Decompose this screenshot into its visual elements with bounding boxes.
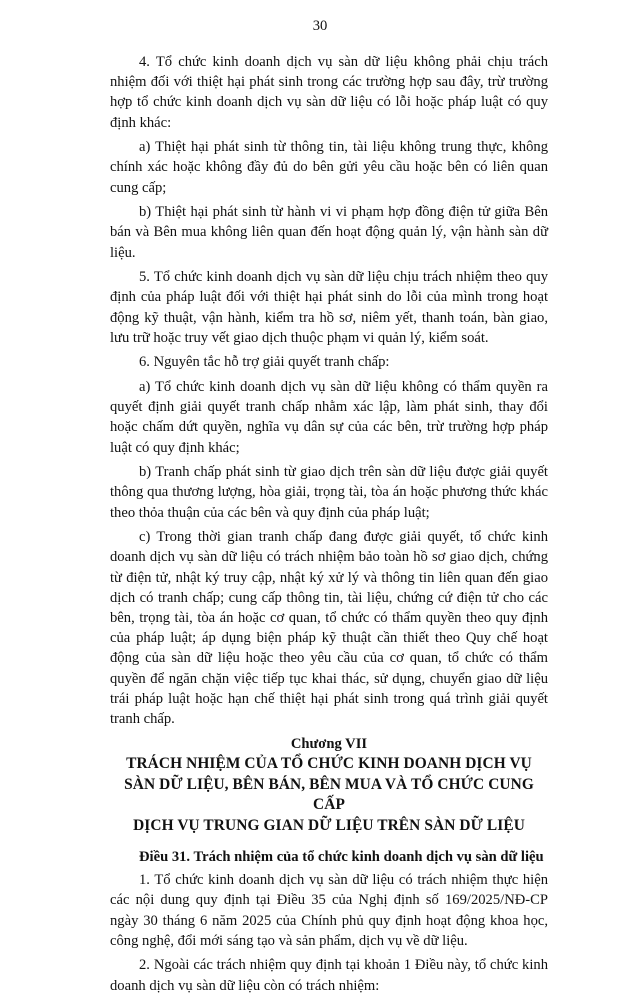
- paragraph-article-clause-2: 2. Ngoài các trách nhiệm quy định tại khoản 1 Điều này, tổ chức kinh doanh dịch vụ sàn dữ liệu còn có trách nhiệm:: [110, 957, 548, 994]
- page-number: 30: [312, 18, 328, 34]
- chapter-title-line: DỊCH VỤ TRUNG GIAN DỮ LIỆU TRÊN SÀN DỮ LIỆU: [133, 817, 525, 835]
- document-body: [110, 52, 548, 1000]
- chapter-number: Chương VII: [290, 735, 368, 752]
- paragraph-clause-4b: b) Thiệt hại phát sinh từ hành vi vi phạm hợp đồng điện tử giữa Bên bán và Bên mua không liên quan đến hoạt động quản lý, vận hành sàn dữ liệu.: [110, 204, 548, 261]
- chapter-title: [110, 754, 548, 837]
- paragraph-clause-6c: c) Trong thời gian tranh chấp đang được giải quyết, tổ chức kinh doanh dịch vụ sàn dữ liệu có trách nhiệm bảo toàn hồ sơ giao dịch, chứng từ điện tử, nhật ký truy cập, nhật ký xử lý và thông tin liên quan đến giao dịch có tranh chấp; cung cấp thông tin, tài liệu, chứng cứ điện tử cho các bên, trọng tài, tòa án hoặc cơ quan, tổ chức có thẩm quyền theo quy định của pháp luật; áp dụng biện pháp kỹ thuật cần thiết theo Quy chế hoạt động của sàn dữ liệu hoặc theo yêu cầu của cơ quan, tổ chức có thẩm quyền để ngăn chặn việc tiếp tục khai thác, sử dụng, chuyển giao dữ liệu trái pháp luật hoặc hạn chế thiệt hại phát sinh trong quá trình giải quyết tranh chấp.: [110, 529, 548, 728]
- paragraph-clause-6: 6. Nguyên tắc hỗ trợ giải quyết tranh chấp:: [139, 354, 390, 371]
- paragraph-clause-4: 4. Tổ chức kinh doanh dịch vụ sàn dữ liệu không phải chịu trách nhiệm đối với thiệt hại phát sinh trong các trường hợp sau đây, trừ trường hợp tổ chức kinh doanh dịch vụ sàn dữ liệu có lỗi hoặc pháp luật có quy định khác:: [110, 54, 548, 131]
- paragraph-clause-6a: a) Tổ chức kinh doanh dịch vụ sàn dữ liệu không có thẩm quyền ra quyết định giải quyết tranh chấp nhằm xác lập, làm phát sinh, thay đổi hoặc chấm dứt quyền, nghĩa vụ dân sự của các bên, trừ trường hợp pháp luật có quy định khác;: [110, 379, 548, 456]
- paragraph-clause-5: 5. Tổ chức kinh doanh dịch vụ sàn dữ liệu chịu trách nhiệm theo quy định của pháp luật đối với thiệt hại phát sinh do lỗi của mình trong hoạt động kỹ thuật, vận hành, kiểm tra hồ sơ, niêm yết, thanh toán, bàn giao, lưu trữ hoặc truy vết giao dịch thuộc phạm vi quản lý, kiểm soát.: [110, 269, 548, 346]
- chapter-title-line: SÀN DỮ LIỆU, BÊN BÁN, BÊN MUA VÀ TỔ CHỨC CUNG CẤP: [124, 775, 534, 814]
- paragraph-clause-4a: a) Thiệt hại phát sinh từ thông tin, tài liệu không trung thực, không chính xác hoặc không đầy đủ do bên gửi yêu cầu hoặc bên có liên quan cung cấp;: [110, 139, 548, 196]
- chapter-title-line: TRÁCH NHIỆM CỦA TỔ CHỨC KINH DOANH DỊCH VỤ: [126, 754, 532, 772]
- paragraph-article-clause-1: 1. Tổ chức kinh doanh dịch vụ sàn dữ liệu có trách nhiệm thực hiện các nội dung quy định tại Điều 35 của Nghị định số 169/2025/NĐ-CP ngày 30 tháng 6 năm 2025 của Chính phủ quy định hoạt động khoa học, công nghệ, đổi mới sáng tạo và sản phẩm, dịch vụ về dữ liệu.: [110, 872, 548, 949]
- article-heading: Điều 31. Trách nhiệm của tổ chức kinh doanh dịch vụ sàn dữ liệu: [139, 849, 544, 866]
- paragraph-clause-6b: b) Tranh chấp phát sinh từ giao dịch trên sàn dữ liệu được giải quyết thông qua thương lượng, hòa giải, trọng tài, tòa án hoặc phương thức khác theo thỏa thuận của các bên và quy định của pháp luật;: [110, 464, 548, 521]
